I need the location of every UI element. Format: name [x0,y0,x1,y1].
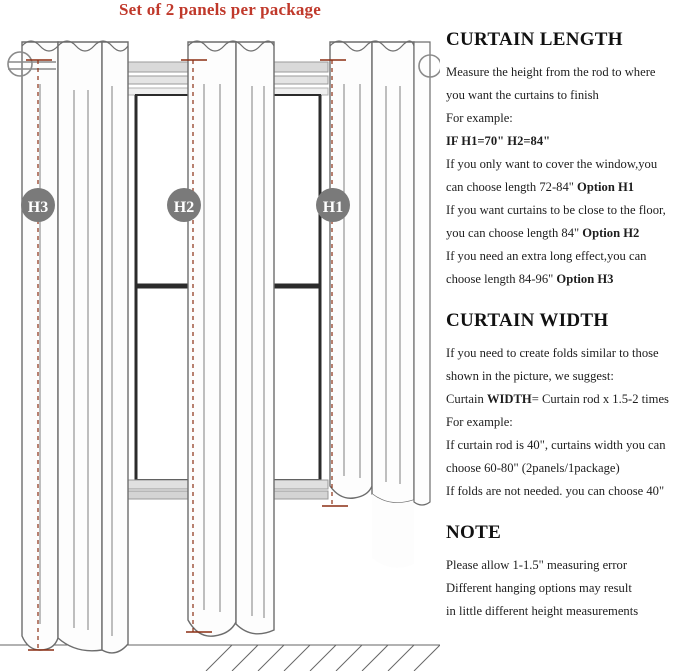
text-run: = Curtain rod x 1.5-2 times [531,391,669,406]
label-badge-h3 [21,188,55,222]
svg-text:H3: H3 [27,199,49,216]
text-line [446,245,679,268]
section-heading: CURTAIN WIDTH [446,309,609,331]
text-line [446,130,679,153]
curtain-diagram [0,24,440,671]
label-badge-h1 [316,188,350,222]
text-line [446,107,679,130]
label-badge-h2 [167,188,201,222]
text-line [446,342,679,365]
text-run-bold: IF H1=70" H2=84" [446,133,551,148]
text-run: If curtain rod is 40", curtains width you can [446,437,666,452]
text-run: in little different height measurements [446,603,639,618]
section-curtain-length [446,30,679,291]
text-run: can choose length 72-84" [446,179,578,194]
text-line [446,480,679,503]
section-body [446,61,679,291]
text-run: For example: [446,110,513,125]
text-run: you want the curtains to finish [446,87,599,102]
text-run: Measure the height from the rod to where [446,64,656,79]
text-line [446,222,679,245]
text-run-bold: Option H3 [556,271,614,286]
instructions-column [446,30,679,671]
text-run: If you need to create folds similar to those [446,345,659,360]
text-line [446,176,679,199]
text-line [446,153,679,176]
text-run-bold: WIDTH [486,391,532,406]
section-heading: NOTE [446,521,502,543]
text-line [446,268,679,291]
text-line [446,388,679,411]
text-line [446,84,679,107]
spacer [446,291,679,311]
text-run: Please allow 1-1.5" measuring error [446,557,628,572]
text-line [446,434,679,457]
section-body [446,342,679,503]
text-run: If you only want to cover the window,you [446,156,658,171]
text-line [446,577,679,600]
text-run: shown in the picture, we suggest: [446,368,614,383]
text-line [446,61,679,84]
section-body [446,554,679,623]
text-line [446,365,679,388]
text-line [446,411,679,434]
section-note [446,523,679,623]
text-run: choose length 84-96" [446,271,557,286]
spacer [446,503,679,523]
text-line [446,554,679,577]
text-line [446,600,679,623]
text-run: you can choose length 84" [446,225,583,240]
text-run: Curtain [446,391,487,406]
text-run: choose 60-80" (2panels/1package) [446,460,620,475]
svg-text:H2: H2 [173,199,195,216]
section-heading: CURTAIN LENGTH [446,29,623,50]
text-run: If folds are not needed. you can choose 40" [446,483,665,498]
text-run: Different hanging options may result [446,580,632,595]
text-run-bold: Option H1 [577,179,635,194]
text-line [446,457,679,480]
text-run: If you need an extra long effect,you can [446,248,647,263]
text-run: If you want curtains to be close to the floor, [446,202,666,217]
text-run-bold: Option H2 [582,225,640,240]
svg-text:H1: H1 [322,199,344,216]
section-curtain-width [446,311,679,503]
text-line [446,199,679,222]
page-title: Set of 2 panels per package [118,0,321,19]
text-run: For example: [446,414,513,429]
